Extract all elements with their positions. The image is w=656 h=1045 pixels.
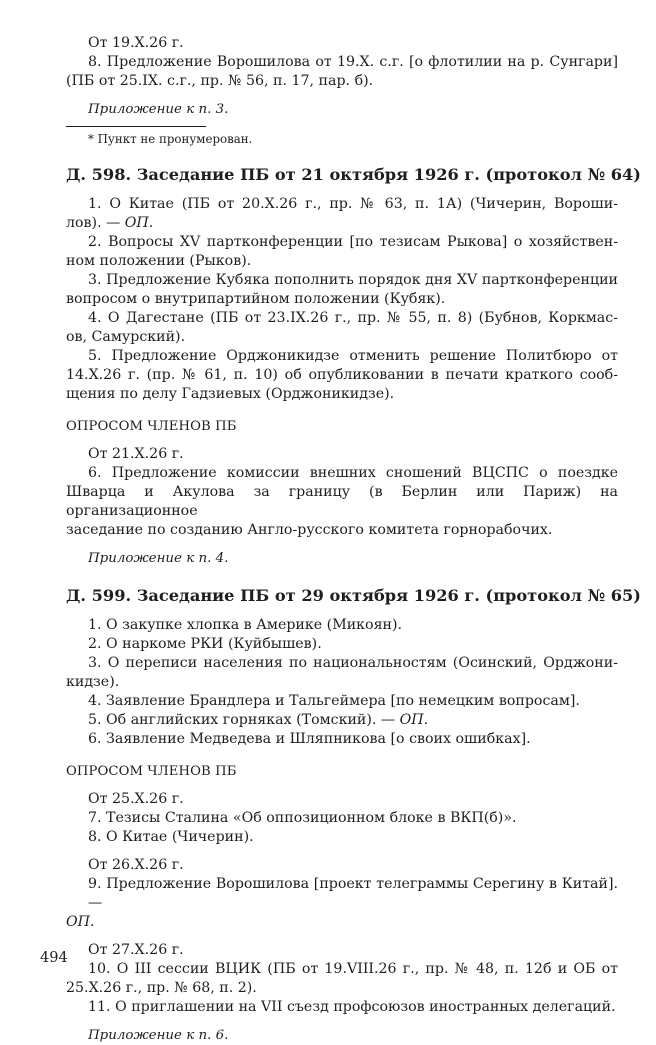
document-page [66, 34, 641, 1045]
item-line: 6. Заявление Медведева и Шляпникова [о своих ошибках]. [88, 731, 531, 747]
poll-header: ОПРОСОМ ЧЛЕНОВ ПБ [66, 419, 237, 434]
op-mark: ОП. [399, 712, 429, 728]
item-line: 8. О Китае (Чичерин). [88, 829, 254, 845]
section-title: Д. 599. Заседание ПБ от 29 октября 1926 г. (протокол № 65) [66, 586, 641, 605]
item-line: 5. Предложение Орджоникидзе отменить решение Политбюро от [88, 348, 618, 364]
date-line: От 21.X.26 г. [88, 446, 184, 462]
appendix-note: Приложение к п. 6. [88, 1028, 229, 1043]
item-line: ов, Самурский). [66, 329, 186, 345]
item-line: 25.X.26 г., пр. № 68, п. 2). [66, 980, 257, 996]
date-line: От 26.X.26 г. [88, 857, 184, 873]
item-line: 8. Предложение Ворошилова от 19.X. с.г. [о флотилии на р. Сунгари] [88, 54, 618, 70]
appendix-note: Приложение к п. 3. [88, 102, 229, 117]
date-line: От 19.X.26 г. [88, 35, 184, 51]
item-line: 2. О наркоме РКИ (Куйбышев). [88, 636, 322, 652]
item-line: щения по делу Гадзиевых (Орджоникидзе). [66, 386, 395, 402]
item-line: 3. Предложение Кубяка пополнить порядок дня XV партконференции [88, 272, 618, 288]
item-line: 11. О приглашении на VII съезд профсоюзов иностранных делегаций. [88, 999, 616, 1015]
page-number: 494 [40, 950, 68, 966]
item-line: 1. О закупке хлопка в Америке (Микоян). [88, 617, 403, 633]
op-mark: ОП. [124, 215, 154, 231]
item-line: 10. О III сессии ВЦИК (ПБ от 19.VIII.26 г., пр. № 48, п. 12б и ОБ от [88, 961, 618, 977]
item-line: ном положении (Рыков). [66, 253, 252, 269]
section-title: Д. 598. Заседание ПБ от 21 октября 1926 г. (протокол № 64) [66, 165, 641, 184]
item-line: 4. Заявление Брандлера и Тальгеймера [по немецким вопросам]. [88, 693, 580, 709]
item-line: вопросом о внутрипартийном положении (Кубяк). [66, 291, 446, 307]
item-line: 3. О переписи населения по национальностям (Осинский, Орджони- [88, 655, 618, 671]
item-line: 6. Предложение комиссии внешних сношений ВЦСПС о поездке [88, 465, 618, 481]
item-line: 2. Вопросы XV партконференции [по тезисам Рыкова] о хозяйствен- [88, 234, 618, 250]
item-line: 4. О Дагестане (ПБ от 23.IX.26 г., пр. № 55, п. 8) (Бубнов, Коркмас- [88, 310, 618, 326]
item-line: заседание по созданию Англо-русского комитета горнорабочих. [66, 522, 553, 538]
item-line: 1. О Китае (ПБ от 20.X.26 г., пр. № 63, п. 1А) (Чичерин, Вороши- [88, 196, 618, 212]
item-line: Шварца и Акулова за границу (в Берлин или Париж) на организационное [66, 484, 618, 519]
item-line: 9. Предложение Ворошилова [проект телеграммы Серегину в Китай]. — [88, 876, 618, 911]
appendix-note: Приложение к п. 4. [88, 551, 229, 566]
item-line [66, 913, 618, 932]
date-line: От 27.X.26 г. [88, 942, 184, 958]
item-line: кидзе). [66, 674, 120, 690]
item-line: лов). — ОП. [66, 215, 154, 231]
date-line: От 25.X.26 г. [88, 791, 184, 807]
op-mark: ОП. [66, 914, 95, 930]
item-line: 7. Тезисы Сталина «Об оппозиционном блоке в ВКП(б)». [88, 810, 517, 826]
footnote-divider [66, 126, 206, 127]
footnote: * Пункт не пронумерован. [88, 132, 253, 146]
item-line: (ПБ от 25.IX. с.г., пр. № 56, п. 17, пар. б). [66, 73, 374, 89]
item-line: 14.X.26 г. (пр. № 61, п. 10) об опубликовании в печати краткого сооб- [66, 367, 618, 383]
poll-header: ОПРОСОМ ЧЛЕНОВ ПБ [66, 764, 237, 779]
item-line: 5. Об английских горняках (Томский). — ОП. [88, 712, 429, 728]
